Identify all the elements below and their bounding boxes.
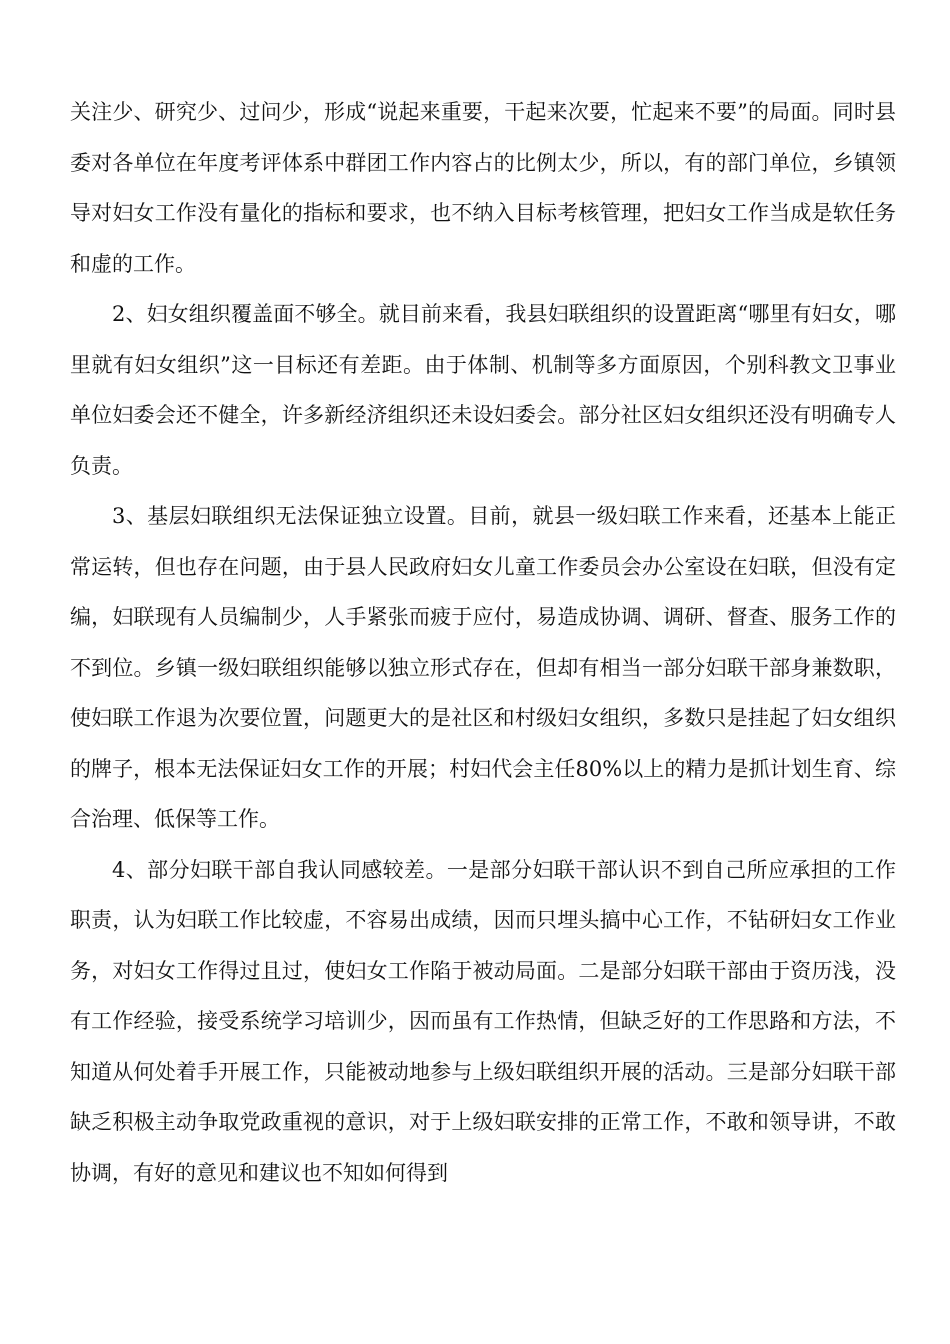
paragraph-continuation: 关注少、研究少、过问少，形成“说起来重要，干起来次要，忙起来不要”的局面。同时县委对各单位在年度考评体系中群团工作内容占的比例太少，所以，有的部门单位，乡镇领导对妇女工作没有量化的指标和要求，也不纳入目标考核管理，把妇女工作当成是软任务和虚的工作。 [70, 100, 896, 276]
paragraph-item-3: 3、基层妇联组织无法保证独立设置。目前，就县一级妇联工作来看，还基本上能正常运转，但也存在问题，由于县人民政府妇女儿童工作委员会办公室设在妇联，但没有定编，妇联现有人员编制少，人手紧张而疲于应付，易造成协调、调研、督查、服务工作的不到位。乡镇一级妇联组织能够以独立形式存在，但却有相当一部分妇联干部身兼数职，使妇联工作退为次要位置，问题更大的是社区和村级妇女组织，多数只是挂起了妇女组织的牌子，根本无法保证妇女工作的开展；村妇代会主任80%以上的精力是抓计划生育、综合治理、低保等工作。 [70, 504, 896, 831]
paragraph-item-4: 4、部分妇联干部自我认同感较差。一是部分妇联干部认识不到自己所应承担的工作职责，认为妇联工作比较虚，不容易出成绩，因而只埋头搞中心工作，不钻研妇女工作业务，对妇女工作得过且过，使妇女工作陷于被动局面。二是部分妇联干部由于资历浅，没有工作经验，接受系统学习培训少，因而虽有工作热情，但缺乏好的工作思路和方法，不知道从何处着手开展工作，只能被动地参与上级妇联组织开展的活动。三是部分妇联干部缺乏积极主动争取党政重视的意识，对于上级妇联安排的正常工作，不敢和领导讲，不敢协调，有好的意见和建议也不知如何得到 [70, 857, 896, 1185]
document-page [70, 87, 896, 1198]
paragraph-item-2: 2、妇女组织覆盖面不够全。就目前来看，我县妇联组织的设置距离“哪里有妇女，哪里就有妇女组织”这一目标还有差距。由于体制、机制等多方面原因，个别科教文卫事业单位妇委会还不健全，许多新经济组织还未设妇委会。部分社区妇女组织还没有明确专人负责。 [70, 302, 896, 478]
